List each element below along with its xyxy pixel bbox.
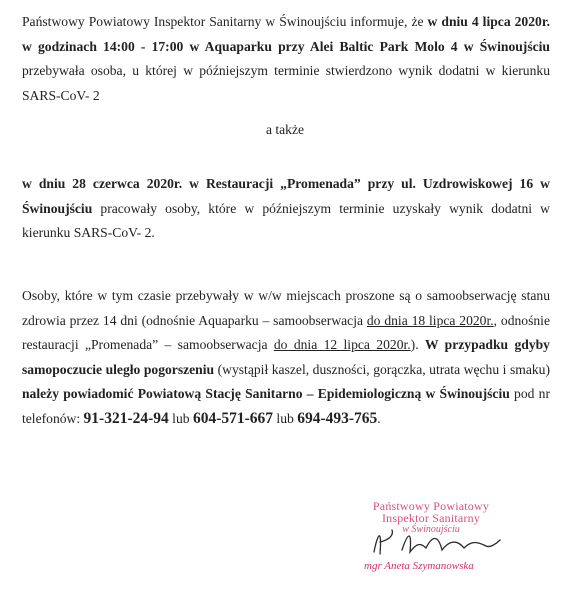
aquapark-location: w godzinach 14:00 - 17:00 w Aquaparku przy Alei Baltic Park Molo 4 w Świnoujściu (22, 38, 550, 54)
phone-number-2: 604-571-667 (192, 409, 274, 427)
paragraph-instructions (22, 284, 550, 431)
worsening-notice: W przypadku gdyby samopoczucie uległo pogorszeniu (22, 337, 550, 377)
paragraph-restaurant (22, 172, 550, 246)
restaurant-case-text: pracowały osoby, które w późniejszym terminie uzyskały wynik dodatni w kierunku SARS-CoV- 2. (22, 200, 550, 240)
handwritten-signature (368, 522, 508, 562)
paragraph-announcement (22, 10, 550, 108)
signatory-name: mgr Aneta Szymanowska (364, 560, 474, 572)
restaurant-deadline: do dnia 12 lipca 2020r. (273, 337, 411, 352)
phone-intro: pod nr telefonów: (22, 386, 551, 426)
symptoms-text: (wystąpił kaszel, duszności, gorączka, utrata węchu i smaku) (214, 361, 550, 377)
instructions-text-2: , odnośnie restauracji „Promenada” – samoobserwacja (22, 312, 550, 352)
restaurant-location: w dniu 28 czerwca 2020r. w Restauracji „Promenada” przy ul. Uzdrowiskowej 16 w Świnoujściu (22, 176, 550, 216)
instructions-text-1: Osoby, które w tym czasie przebywały w w/w miejscach proszone są o samoobserwację stanu zdrowia przez 14 dni (odnośnie Aquaparku – samoobserwacja (22, 288, 550, 328)
or-text-1: lub (168, 410, 193, 426)
stamp-line-2: Inspektor Sanitarny (381, 511, 481, 525)
phone-number-1: 91-321-24-94 (83, 409, 169, 427)
instructions-text-3: ). (410, 337, 425, 352)
phone-number-3: 694-493-765 (297, 409, 378, 427)
aquapark-deadline: do dnia 18 lipca 2020r. (366, 312, 494, 328)
aquapark-case-text: przebywała osoba, u której w późniejszym terminie stwierdzono wynik dodatni w kierunku SARS-CoV- 2 (22, 63, 550, 103)
announcement-intro: Państwowy Powiatowy Inspektor Sanitarny w Świnoujściu informuje, że (22, 14, 428, 29)
or-text-2: lub (273, 410, 298, 426)
stamp-line-3: w Świnoujściu (402, 524, 460, 535)
stamp-line-1: Państwowy Powiatowy (372, 499, 490, 513)
contact-station-notice: należy powiadomić Powiatową Stację Sanitarno – Epidemiologiczną w Świnoujściu (22, 386, 510, 401)
date-aquapark: w dniu 4 lipca 2020r. (427, 14, 551, 29)
period: . (377, 410, 381, 426)
also-text: a także (265, 122, 305, 137)
